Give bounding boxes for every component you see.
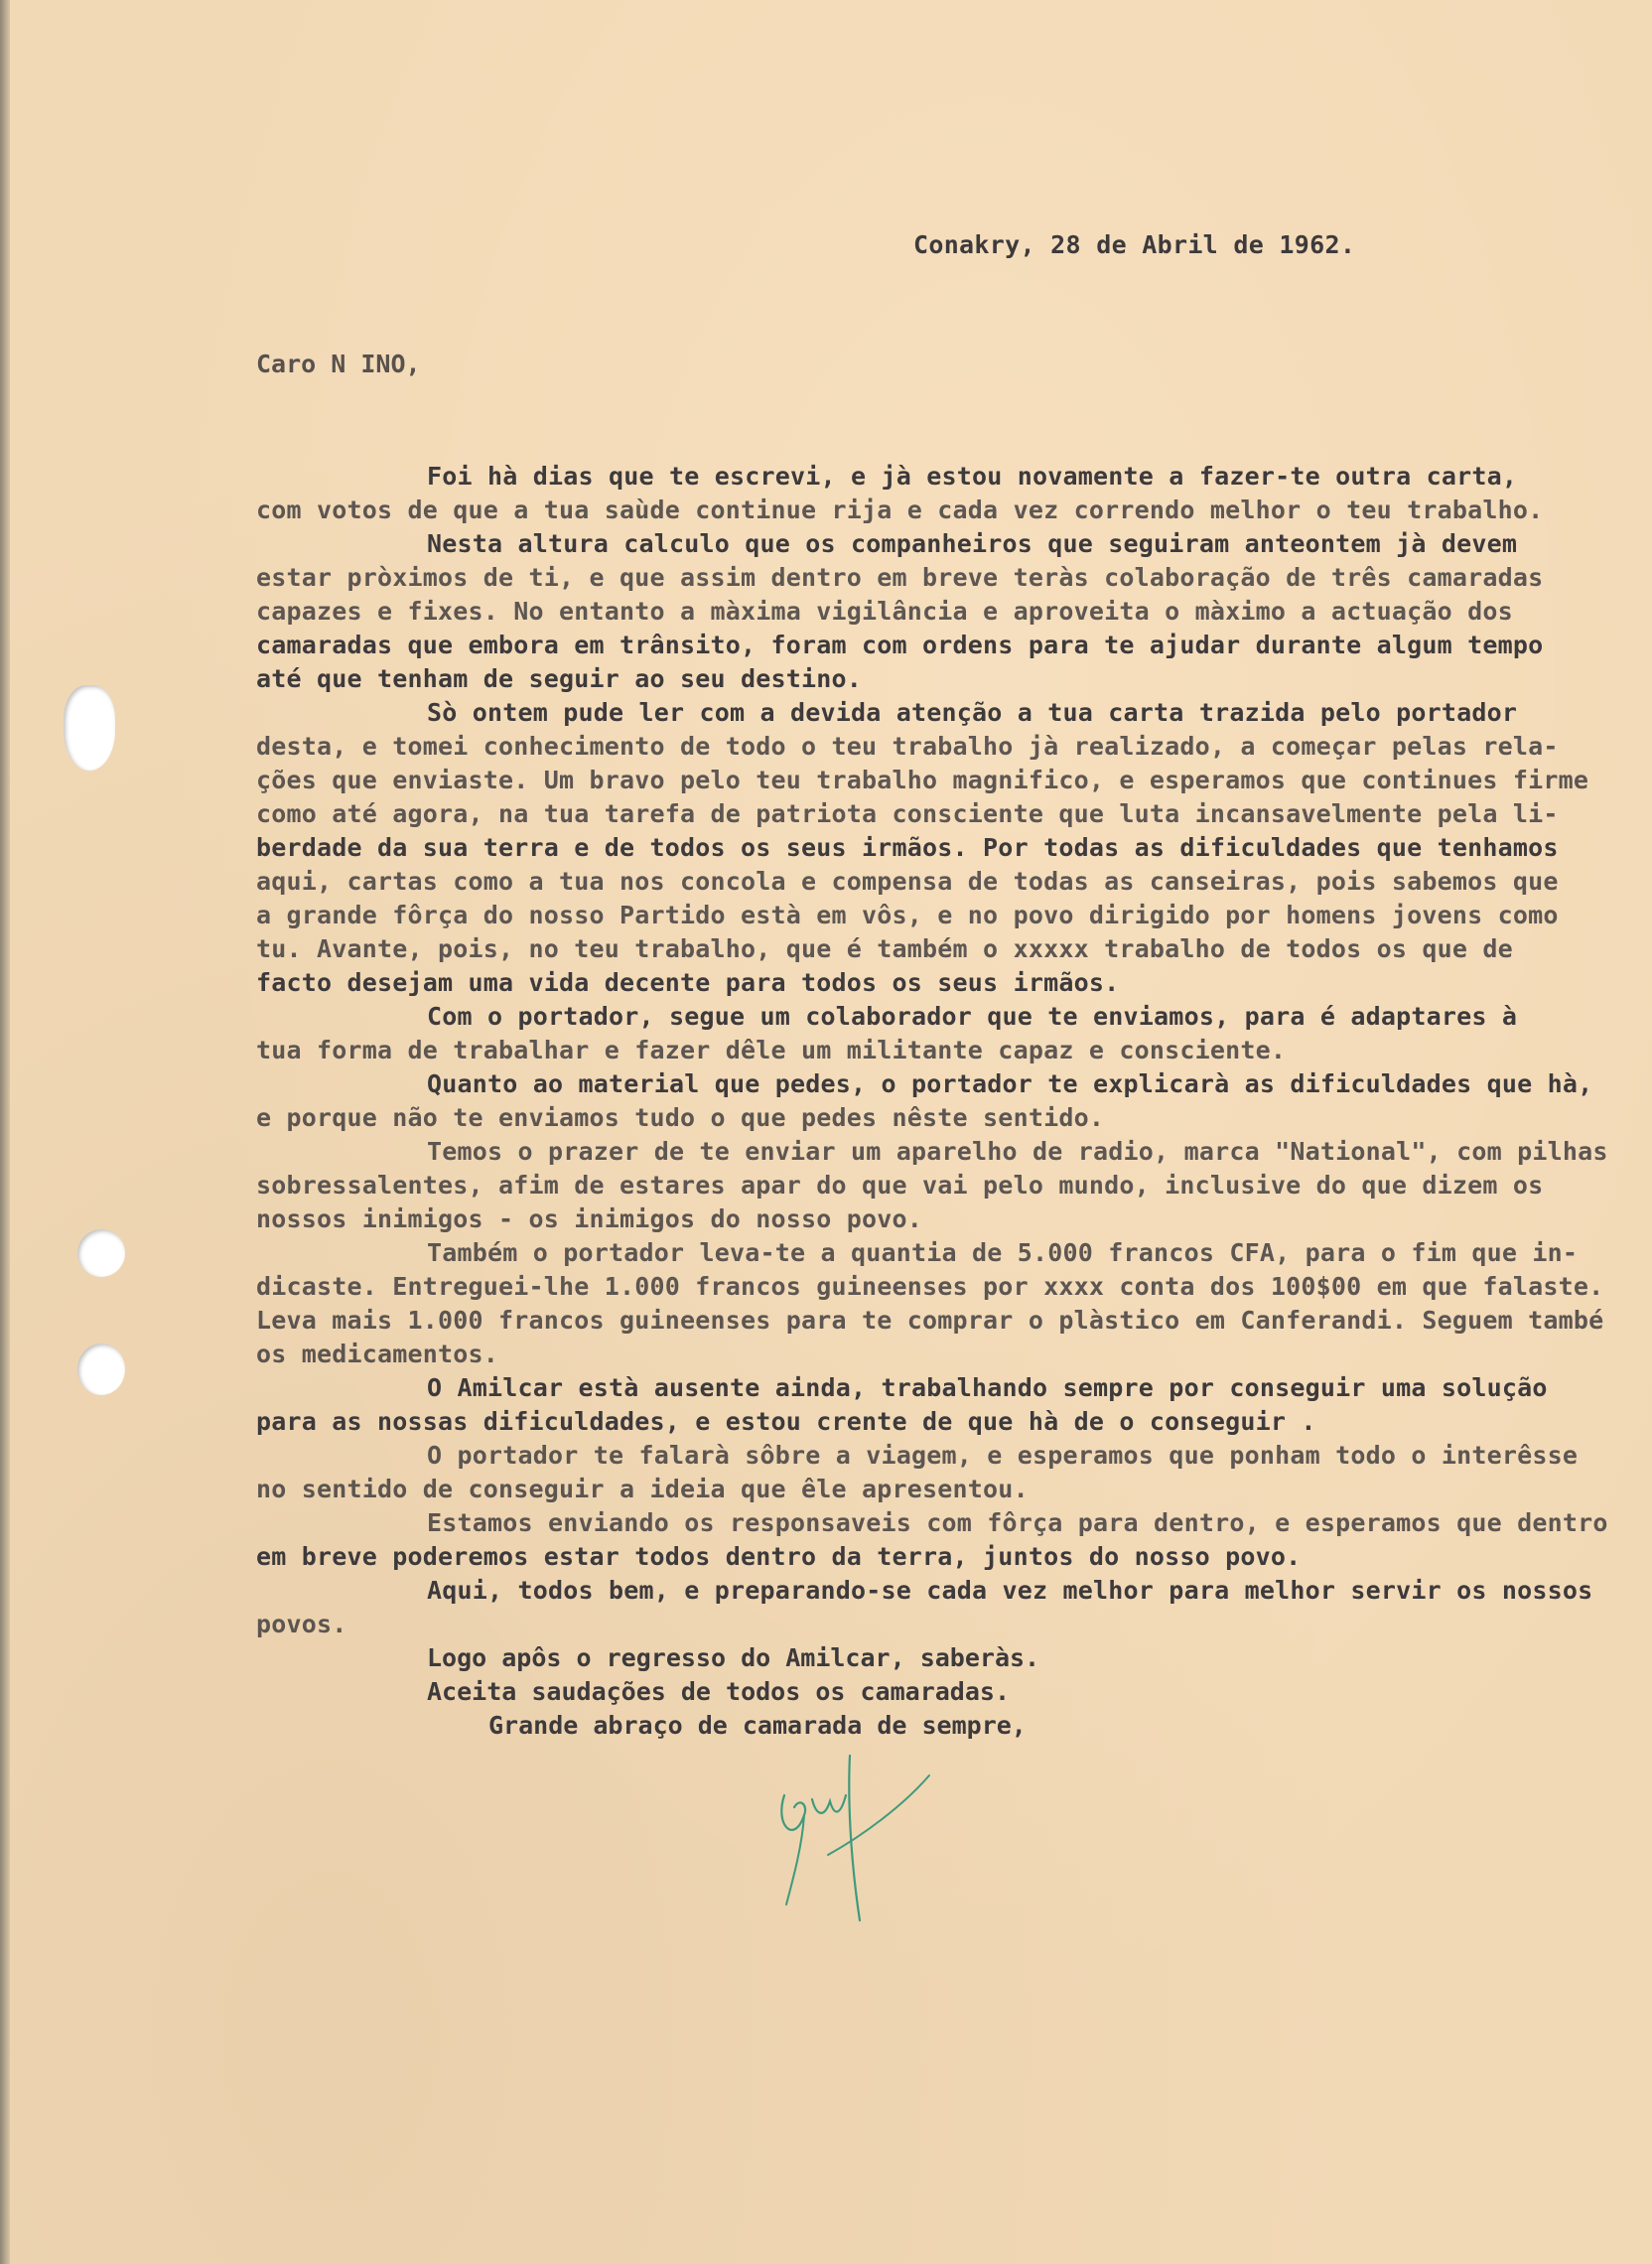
body-line: tua forma de trabalhar e fazer dêle um militante capaz e consciente.	[256, 1036, 1287, 1064]
closing-line: Logo apôs o regresso do Amilcar, saberàs.	[427, 1643, 1040, 1672]
body-line: capazes e fixes. No entanto a màxima vigilância e aproveita o màximo a actuação dos	[256, 597, 1513, 626]
body-line: Temos o prazer de te enviar um aparelho de radio, marca "National", com pilhas	[427, 1137, 1608, 1166]
body-line: até que tenham de seguir ao seu destino.	[256, 664, 863, 693]
body-line: aqui, cartas como a tua nos concola e compensa de todas as canseiras, pois sabemos que	[256, 867, 1559, 896]
body-line: O Amilcar està ausente ainda, trabalhando sempre por conseguir uma solução	[427, 1373, 1548, 1402]
body-line: com votos de que a tua saùde continue rija e cada vez correndo melhor o teu trabalho.	[256, 495, 1544, 524]
body-line: dicaste. Entreguei-lhe 1.000 francos guineenses por xxxx conta dos 100$00 em que falaste.	[256, 1272, 1604, 1301]
body-line: ções que enviaste. Um bravo pelo teu trabalho magnifico, e esperamos que continues firme	[256, 766, 1589, 794]
body-line: Quanto ao material que pedes, o portador te explicarà as dificuldades que hà,	[427, 1069, 1593, 1098]
closing-line: Grande abraço de camarada de sempre,	[488, 1711, 1027, 1740]
letter-dateline: Conakry, 28 de Abril de 1962.	[913, 230, 1356, 259]
body-line: Foi hà dias que te escrevi, e jà estou novamente a fazer-te outra carta,	[427, 462, 1518, 491]
body-line: em breve poderemos estar todos dentro da terra, juntos do nosso povo.	[256, 1542, 1302, 1571]
body-line: Sò ontem pude ler com a devida atenção a tua carta trazida pelo portador	[427, 698, 1518, 727]
body-line: como até agora, na tua tarefa de patriota consciente que luta incansavelmente pela li-	[256, 799, 1559, 828]
letter-salutation: Caro N INO,	[256, 350, 421, 378]
body-line: e porque não te enviamos tudo o que pedes nêste sentido.	[256, 1103, 1105, 1132]
body-line: tu. Avante, pois, no teu trabalho, que é também o xxxxx trabalho de todos os que de	[256, 934, 1513, 963]
body-line: facto desejam uma vida decente para todos os seus irmãos.	[256, 968, 1120, 997]
body-line: nossos inimigos - os inimigos do nosso povo.	[256, 1204, 923, 1233]
body-line: O portador te falarà sôbre a viagem, e esperamos que ponham todo o interêsse	[427, 1441, 1579, 1470]
body-line: a grande fôrça do nosso Partido està em vôs, e no povo dirigido por homens jovens como	[256, 901, 1559, 929]
body-line: desta, e tomei conhecimento de todo o teu trabalho jà realizado, a começar pelas rela-	[256, 732, 1559, 761]
body-line: Nesta altura calculo que os companheiros que seguiram anteontem jà devem	[427, 529, 1518, 558]
body-line: Com o portador, segue um colaborador que te enviamos, para é adaptares à	[427, 1002, 1518, 1031]
body-line: Aqui, todos bem, e preparando-se cada vez melhor para melhor servir os nossos	[427, 1576, 1593, 1605]
body-line: Leva mais 1.000 francos guineenses para te comprar o plàstico em Canferandi. Seguem també	[256, 1306, 1604, 1335]
body-line: povos.	[256, 1610, 347, 1638]
body-line: no sentido de conseguir a ideia que êle apresentou.	[256, 1475, 1029, 1503]
body-line: os medicamentos.	[256, 1340, 499, 1368]
body-line: camaradas que embora em trânsito, foram com ordens para te ajudar durante algum tempo	[256, 631, 1544, 659]
body-line: berdade da sua terra e de todos os seus irmãos. Por todas as dificuldades que tenhamos	[256, 833, 1559, 862]
closing-line: Aceita saudações de todos os camaradas.	[427, 1677, 1010, 1706]
body-line: estar pròximos de ti, e que assim dentro em breve teràs colaboração de três camaradas	[256, 563, 1544, 592]
body-line: sobressalentes, afim de estares apar do que vai pelo mundo, inclusive do que dizem os	[256, 1171, 1544, 1200]
body-line: Estamos enviando os responsaveis com fôrça para dentro, e esperamos que dentro	[427, 1508, 1608, 1537]
body-line: Também o portador leva-te a quantia de 5.000 francos CFA, para o fim que in-	[427, 1238, 1579, 1267]
handwritten-signature	[764, 1736, 943, 1924]
body-line: para as nossas dificuldades, e estou crente de que hà de o conseguir .	[256, 1407, 1316, 1436]
